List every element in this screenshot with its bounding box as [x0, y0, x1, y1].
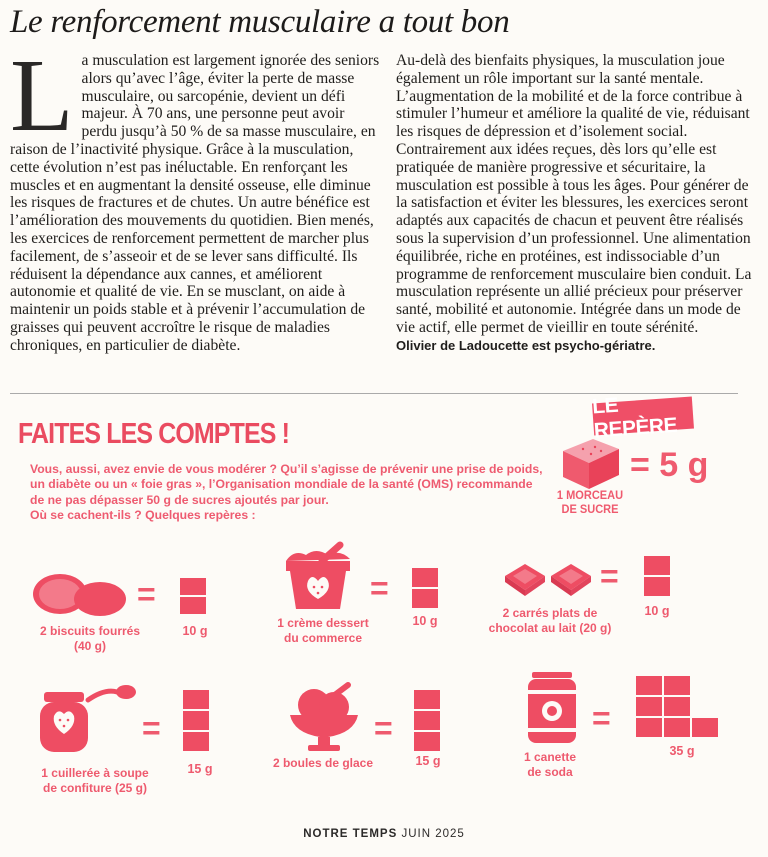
repere-label: [544, 488, 636, 516]
grams-soda: 35 g: [669, 744, 695, 758]
article-column-left: [10, 38, 380, 355]
magazine-name: NOTRE TEMPS: [303, 828, 398, 840]
item-label-line1: 2 boules de glace: [272, 756, 374, 770]
box-title: FAITES LES COMPTES !: [18, 418, 290, 450]
sugar-cube-icon: [555, 433, 625, 493]
item-label-jam: [20, 766, 170, 796]
article-paragraph-left: a musculation est largement ignorée des seniors alors qu’avec l’âge, éviter la perte de masse musculaire, ou sarcopénie, devient un défi majeur. À 70 ans, une personne peut avoir perdu jusqu’à 50 % de sa masse musculaire, en raison de l’inactivité physique. Grâce à la musculation, cette évolution n’est pas inéluctable. En renforçant les muscles et en augmentant la densité osseuse, elle diminue les risques de fractures et de chutes. Un autre bénéfice est l’amélioration des mouvements du quotidien. Bien menés, les exercices de renforcement permettent de marcher plus facilement, de s’asseoir et de se lever sans difficulté. Ils réduisent la dépendance aux cannes, et améliorent autonomie et qualité de vie. En se musclant, on aide à maintenir un poids stable et à prévenir l’accumulation de graisses qui peuvent accroître le risque de maladies chroniques, en particulier de diabète.: [10, 52, 380, 354]
article-column-right: [396, 52, 754, 355]
sugar-cube: [183, 732, 209, 751]
repere-label-line1: 1 MORCEAU: [556, 488, 624, 502]
sugar-cube: [664, 676, 690, 695]
sugar-cube: [644, 577, 670, 596]
item-label-line1: 1 cuillerée à soupe: [41, 766, 149, 780]
item-label-line1: 2 carrés plats de: [502, 606, 598, 620]
sugar-cube: [412, 589, 438, 608]
item-label-biscuits: [20, 624, 160, 654]
sugar-cube: [414, 690, 440, 709]
article-headline: Le renforcement musculaire a tout bon: [10, 4, 510, 40]
biscuits-icon: [32, 572, 127, 617]
dessert-cup-icon: [282, 543, 362, 615]
item-label-line2: du commerce: [283, 631, 363, 645]
sugar-cube: [183, 711, 209, 730]
jam-jar-icon: [38, 668, 136, 760]
equals-sign: =: [600, 558, 619, 594]
sugar-cube: [636, 718, 662, 737]
grams-jam: 15 g: [187, 762, 213, 776]
repere-tag: LE REPÈRE: [592, 397, 694, 436]
soda-can-icon: [526, 672, 578, 746]
chocolate-squares-icon: [503, 560, 595, 598]
sugar-cube: [664, 697, 690, 716]
grams-icecream: 15 g: [415, 754, 441, 768]
equals-sign: =: [374, 710, 393, 746]
sugar-cube: [180, 578, 206, 595]
item-label-line2: de soda: [527, 765, 573, 779]
grams-dessert: 10 g: [412, 614, 438, 628]
repere-label-line2: DE SUCRE: [561, 502, 619, 516]
item-label-line2: de confiture (25 g): [42, 781, 147, 795]
sugar-cube: [180, 597, 206, 614]
sugar-cube: [414, 711, 440, 730]
item-label-icecream: [258, 756, 388, 771]
equals-sign: =: [370, 570, 389, 606]
grams-biscuits: 10 g: [182, 624, 208, 638]
sugar-cube: [183, 690, 209, 709]
author-byline: Olivier de Ladoucette est psycho-gériatre.: [396, 337, 656, 353]
item-label-line1: 2 biscuits fourrés: [39, 624, 141, 638]
ice-cream-cup-icon: [288, 683, 360, 753]
grams-chocolate: 10 g: [644, 604, 670, 618]
equals-sign: =: [137, 576, 156, 612]
box-intro: [30, 462, 550, 524]
item-label-soda: [500, 750, 600, 780]
sugar-cube: [412, 568, 438, 587]
box-question: Où se cachent-ils ? Quelques repères :: [30, 508, 256, 523]
issue-date: JUIN 2025: [401, 828, 465, 840]
item-label-line2: (40 g): [73, 639, 106, 653]
sugar-cube: [414, 732, 440, 751]
equals-sign: =: [592, 700, 611, 736]
repere-equation: = 5 g: [630, 446, 709, 484]
sugar-cube: [636, 676, 662, 695]
item-label-line1: 1 canette: [523, 750, 577, 764]
item-label-line2: chocolat au lait (20 g): [488, 621, 612, 635]
box-intro-text: Vous, aussi, avez envie de vous modérer ? Qu’il s’agisse de prévenir une prise de poids, un diabète ou un « foie gras », l’Organisation mondiale de la santé (OMS) recommande de ne pas dépasser 50 g de sucres ajoutés par jour.: [30, 462, 543, 507]
sugar-cube: [636, 697, 662, 716]
page-footer: [0, 828, 768, 840]
sugar-cube: [692, 718, 718, 737]
drop-cap: L: [10, 38, 74, 153]
equals-sign: =: [142, 710, 161, 746]
item-label-chocolate: [470, 606, 630, 636]
sugar-cube: [664, 718, 690, 737]
item-label-dessert: [258, 616, 388, 646]
article-paragraph-right: Au-delà des bienfaits physiques, la musculation joue également un rôle important sur la santé mentale. L’augmentation de la mobilité et de la force contribue à stimuler l’humeur et améliore la qualité de vie, réduisant les risques de dépression et d’isolement social. Contrairement aux idées reçues, dès lors qu’elle est pratiquée de manière progressive et sécuritaire, la musculation est possible à tous les âges. Pour générer de la satisfaction et éviter les blessures, les exercices seront adaptés aux capacités de chacun et peuvent être réalisés sous la supervision d’un professionnel. Une alimentation équilibrée, riche en protéines, est indissociable d’un programme de renforcement musculaire bien conduit. La musculation représente un allié précieux pour préserver santé, mobilité et autonomie. Intégrée dans un mode de vie actif, elle permet de vieillir en toute sérénité.: [396, 52, 752, 336]
sugar-cube: [644, 556, 670, 575]
item-label-line1: 1 crème dessert: [277, 616, 369, 630]
